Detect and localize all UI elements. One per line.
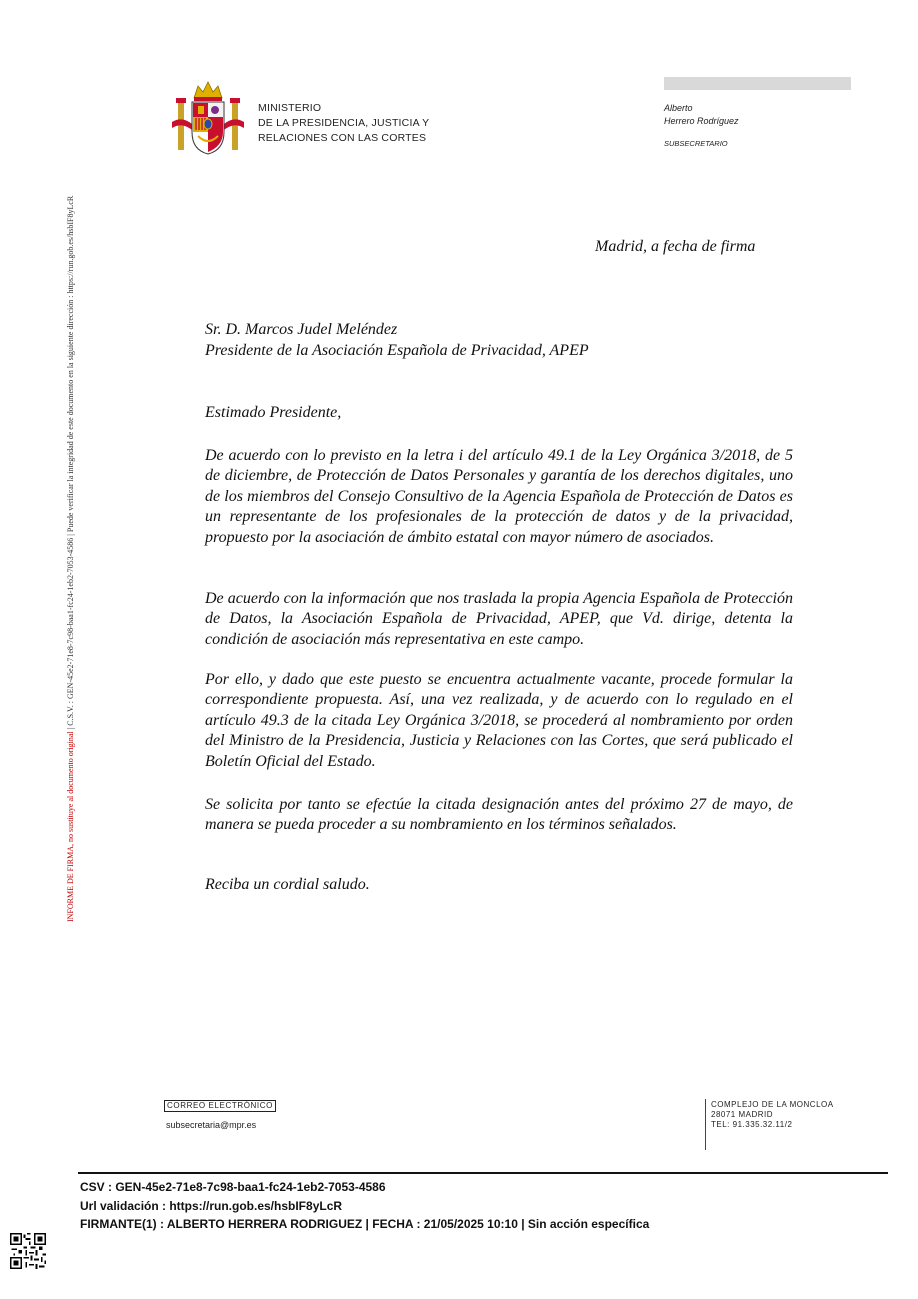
header-grey-bar bbox=[664, 77, 851, 90]
greeting: Estimado Presidente, bbox=[205, 404, 342, 421]
ministry-line-1: MINISTERIO bbox=[258, 102, 322, 114]
body-paragraph-4: Se solicita por tanto se efectúe la citada designación antes del próximo 27 de mayo, de manera se pueda proceder a su nombramiento en los términos señalados. bbox=[205, 796, 793, 834]
vertical-text-black: | C.S.V. : GEN-45e2-71e8-7c98-baa1-fc24-1eb2-7053-4586 | Puede verificar la integridad de este documento en la siguiente dirección : https://run.gob.es/hsbIF8yLcR bbox=[66, 195, 75, 732]
coat-of-arms-logo bbox=[172, 80, 244, 156]
signer-name bbox=[664, 102, 739, 128]
footer-divider bbox=[705, 1099, 706, 1150]
address-block bbox=[711, 1100, 834, 1130]
address-line-3: TEL: 91.335.32.11/2 bbox=[711, 1120, 793, 1129]
body-paragraph-2: De acuerdo con la información que nos traslada la propia Agencia Española de Protección de Datos, la Asociación Española de Privacidad, APEP, que Vd. dirige, detenta la condición de asociación más representativa en este campo. bbox=[205, 590, 793, 648]
signature-separator bbox=[78, 1172, 888, 1174]
qr-code-icon[interactable] bbox=[10, 1233, 46, 1269]
email-label: CORREO ELECTRÓNICO bbox=[164, 1100, 276, 1112]
recipient-role: Presidente de la Asociación Española de Privacidad, APEP bbox=[205, 342, 589, 359]
ministry-line-2: DE LA PRESIDENCIA, JUSTICIA Y bbox=[258, 117, 430, 129]
address-line-2: 28071 MADRID bbox=[711, 1110, 774, 1119]
email-address[interactable]: subsecretaria@mpr.es bbox=[166, 1120, 257, 1130]
vertical-text-red: INFORME DE FIRMA, no sustituye al documento original bbox=[66, 731, 75, 922]
signer-title: SUBSECRETARIO bbox=[664, 139, 728, 148]
csv-code: CSV : GEN-45e2-71e8-7c98-baa1-fc24-1eb2-7053-4586 bbox=[80, 1180, 386, 1194]
address-line-1: COMPLEJO DE LA MONCLOA bbox=[711, 1100, 834, 1109]
vertical-verification-text bbox=[66, 82, 75, 922]
validation-url[interactable]: Url validación : https://run.gob.es/hsbIF8yLcR bbox=[80, 1199, 343, 1213]
signer-last-name: Herrero Rodríguez bbox=[664, 116, 739, 126]
signer-first-name: Alberto bbox=[664, 103, 693, 113]
body-paragraph-3: Por ello, y dado que este puesto se encuentra actualmente vacante, procede formular la correspondiente propuesta. Así, una vez realizada, y de acuerdo con lo regulado en el artículo 49.3 de la citada Ley Orgánica 3/2018, se procederá al nombramiento por orden del Ministro de la Presidencia, Justicia y Relaciones con las Cortes, que será publicado el Boletín Oficial del Estado. bbox=[205, 671, 793, 770]
body-paragraph-1: De acuerdo con lo previsto en la letra i del artículo 49.1 de la Ley Orgánica 3/2018, de 5 de diciembre, de Protección de Datos Personales y garantía de los derechos digitales, uno de los miembros del Consejo Consultivo de la Agencia Española de Protección de Datos es un representante de los profesionales de la protección de datos y de la privacidad, propuesto por la asociación de ámbito estatal con mayor número de asociados. bbox=[205, 447, 793, 546]
ministry-line-3: RELACIONES CON LAS CORTES bbox=[258, 132, 427, 144]
ministry-name bbox=[258, 101, 429, 146]
signer-info: FIRMANTE(1) : ALBERTO HERRERA RODRIGUEZ | FECHA : 21/05/2025 10:10 | Sin acción específica bbox=[80, 1217, 650, 1231]
recipient-name: Sr. D. Marcos Judel Meléndez bbox=[205, 321, 398, 338]
recipient-block bbox=[205, 319, 589, 361]
place-date: Madrid, a fecha de firma bbox=[595, 238, 756, 255]
closing: Reciba un cordial saludo. bbox=[205, 876, 370, 893]
